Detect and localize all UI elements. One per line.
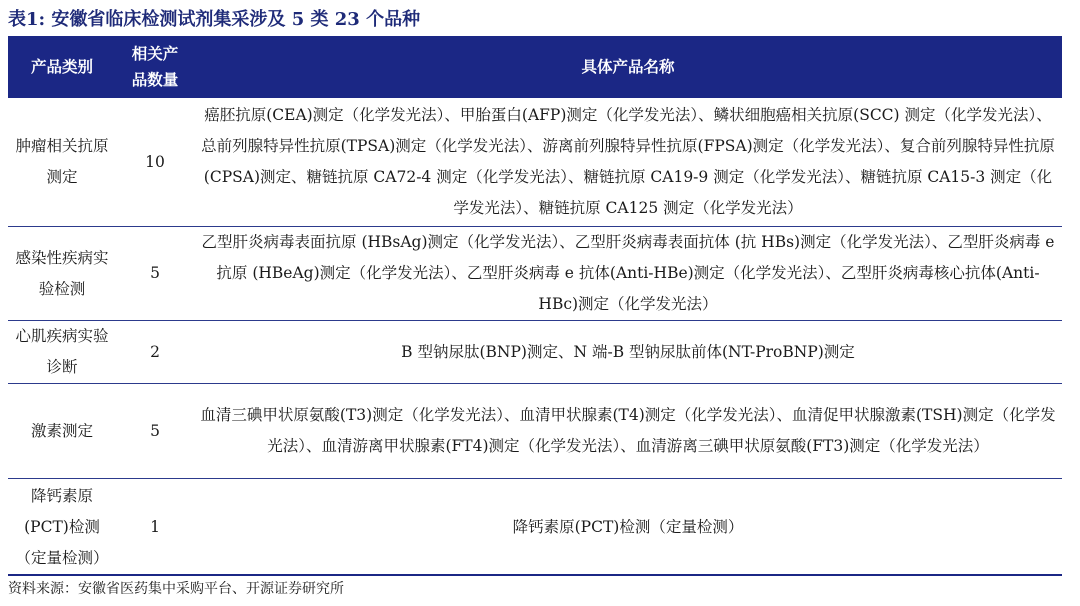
row-count: 2	[116, 321, 194, 384]
table-header	[8, 36, 1062, 98]
row-products: 降钙素原(PCT)检测（定量检测）	[194, 479, 1062, 576]
table-row	[8, 384, 1062, 479]
header-row	[8, 36, 1062, 98]
table-row	[8, 479, 1062, 576]
header-products: 具体产品名称	[581, 57, 675, 76]
row-products: 血清三碘甲状原氨酸(T3)测定（化学发光法）、血清甲状腺素(T4)测定（化学发光法）、血清促甲状腺激素(TSH)测定（化学发光法）、血清游离甲状腺素(FT4)测定（化学发光法）、血清游离三碘甲状原氨酸(FT3)测定（化学发光法）	[194, 384, 1062, 479]
source-note: 资料来源：安徽省医药集中采购平台、开源证券研究所	[8, 581, 344, 597]
row-count: 5	[116, 384, 194, 479]
header-count-line1: 相关产	[131, 44, 179, 63]
table-row	[8, 227, 1062, 321]
row-count: 5	[116, 227, 194, 321]
row-products: 癌胚抗原(CEA)测定（化学发光法）、甲胎蛋白(AFP)测定（化学发光法）、鳞状细胞癌相关抗原(SCC) 测定（化学发光法）、总前列腺特异性抗原(TPSA)测定（化学发光法）、游离前列腺特异性抗原(FPSA)测定（化学发光法）、复合前列腺特异性抗原(CPSA)测定、糖链抗原 CA72-4 测定（化学发光法）、糖链抗原 CA19-9 测定（化学发光法）、糖链抗原 CA15-3 测定（化学发光法）、糖链抗原 CA125 测定（化学发光法）	[194, 98, 1062, 227]
header-category: 产品类别	[30, 57, 93, 76]
table-title: 表1: 安徽省临床检测试剂集采涉及 5 类 23 个品种	[8, 9, 421, 30]
row-category: 降钙素原(PCT)检测（定量检测）	[8, 479, 116, 576]
table-row	[8, 321, 1062, 384]
header-count	[116, 36, 194, 98]
header-count-line2: 品数量	[131, 70, 179, 89]
bottom-rule	[8, 574, 1062, 576]
row-count: 1	[116, 479, 194, 576]
row-category: 肿瘤相关抗原测定	[8, 98, 116, 227]
row-products: 乙型肝炎病毒表面抗原 (HBsAg)测定（化学发光法）、乙型肝炎病毒表面抗体 (抗 HBs)测定（化学发光法）、乙型肝炎病毒 e 抗原 (HBeAg)测定（化学发光法）、乙型肝炎病毒 e 抗体(Anti-HBe)测定（化学发光法）、乙型肝炎病毒核心抗体(Anti-HBc)测定（化学发光法）	[194, 227, 1062, 321]
row-count: 10	[116, 98, 194, 227]
row-products: B 型钠尿肽(BNP)测定、N 端-B 型钠尿肽前体(NT-ProBNP)测定	[194, 321, 1062, 384]
row-category: 激素测定	[8, 384, 116, 479]
product-table	[8, 36, 1062, 576]
table-row	[8, 98, 1062, 227]
row-category: 心肌疾病实验诊断	[8, 321, 116, 384]
row-category: 感染性疾病实验检测	[8, 227, 116, 321]
